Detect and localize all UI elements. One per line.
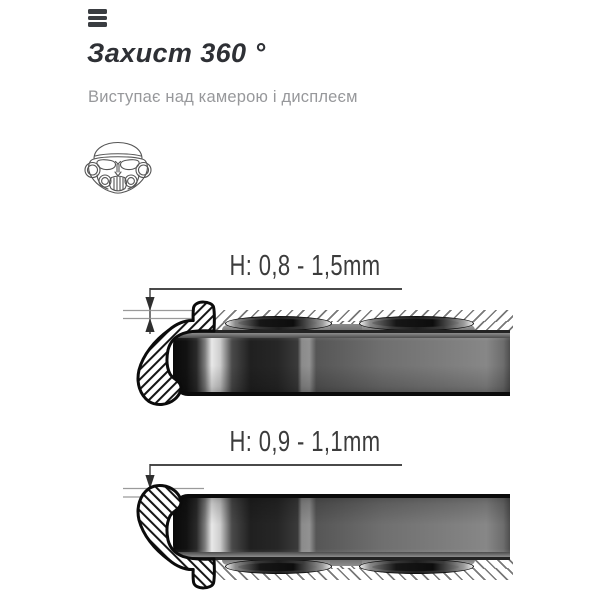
page-subtitle: Виступає над камерою і дисплеєм	[88, 88, 358, 106]
camera-lens-glass	[372, 319, 459, 327]
menu-bar	[88, 22, 107, 27]
stormtrooper-helmet-icon	[84, 131, 152, 197]
phone-body	[173, 330, 510, 396]
dimension-label-camera: H: 0,8 - 1,5mm	[229, 250, 381, 282]
diagram-display-side	[0, 475, 600, 590]
menu-bar	[88, 16, 107, 21]
camera-lens-glass	[238, 319, 317, 327]
camera-lens-glass	[238, 563, 317, 571]
case-lip-cross-section	[126, 300, 222, 410]
menu-bar	[88, 9, 107, 14]
page-title: Захист 360 °	[87, 38, 266, 68]
phone-edge-bevel	[176, 333, 510, 338]
phone-edge-bevel	[176, 552, 510, 557]
hamburger-menu-icon[interactable]	[88, 9, 107, 28]
camera-lens-glass	[372, 563, 459, 571]
case-lip-cross-section	[126, 480, 222, 590]
phone-body	[173, 494, 510, 560]
diagram-camera-side	[0, 300, 600, 415]
dimension-label-display: H: 0,9 - 1,1mm	[229, 426, 381, 458]
